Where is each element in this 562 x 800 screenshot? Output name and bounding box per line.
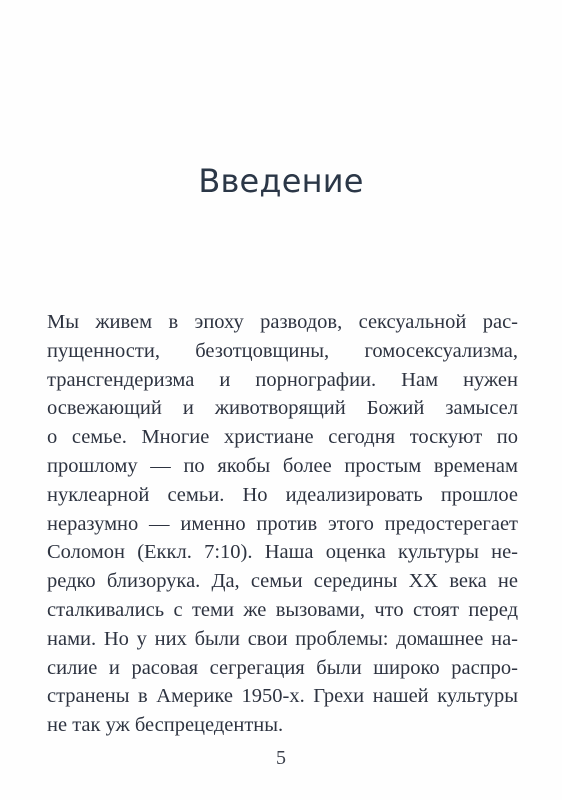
paragraph-line: странены в Америке 1950-х. Грехи нашей культуры	[47, 685, 518, 708]
paragraph-line: освежающий и животворящий Божий замысел	[47, 397, 518, 420]
paragraph-line: силие и расовая сегрегация были широко распро-	[47, 656, 518, 679]
chapter-title: Введение	[198, 162, 364, 200]
body-paragraph	[47, 308, 518, 740]
paragraph-line: редко близорука. Да, семьи середины XX века не	[47, 570, 518, 593]
paragraph-line: нами. Но у них были свои проблемы: домашнее на-	[47, 627, 518, 650]
paragraph-line: пущенности, безотцовщины, гомосексуализма,	[47, 339, 518, 362]
paragraph-line: нуклеарной семьи. Но идеализировать прошлое	[47, 483, 518, 506]
paragraph-line: Соломон (Еккл. 7:10). Наша оценка культуры не-	[47, 541, 518, 564]
paragraph-line: не так уж беспрецедентны.	[47, 714, 284, 737]
paragraph-line: прошлому — по якобы более простым временам	[47, 454, 518, 477]
page-number: 5	[276, 747, 286, 769]
paragraph-line: трансгендеризма и порнографии. Нам нужен	[47, 368, 518, 391]
paragraph-line: сталкивались с теми же вызовами, что стоят перед	[47, 598, 518, 621]
paragraph-line: о семье. Многие христиане сегодня тоскуют по	[47, 426, 518, 449]
paragraph-line: неразумно — именно против этого предостерегает	[47, 512, 518, 535]
paragraph-line: Мы живем в эпоху разводов, сексуальной рас-	[47, 311, 518, 333]
